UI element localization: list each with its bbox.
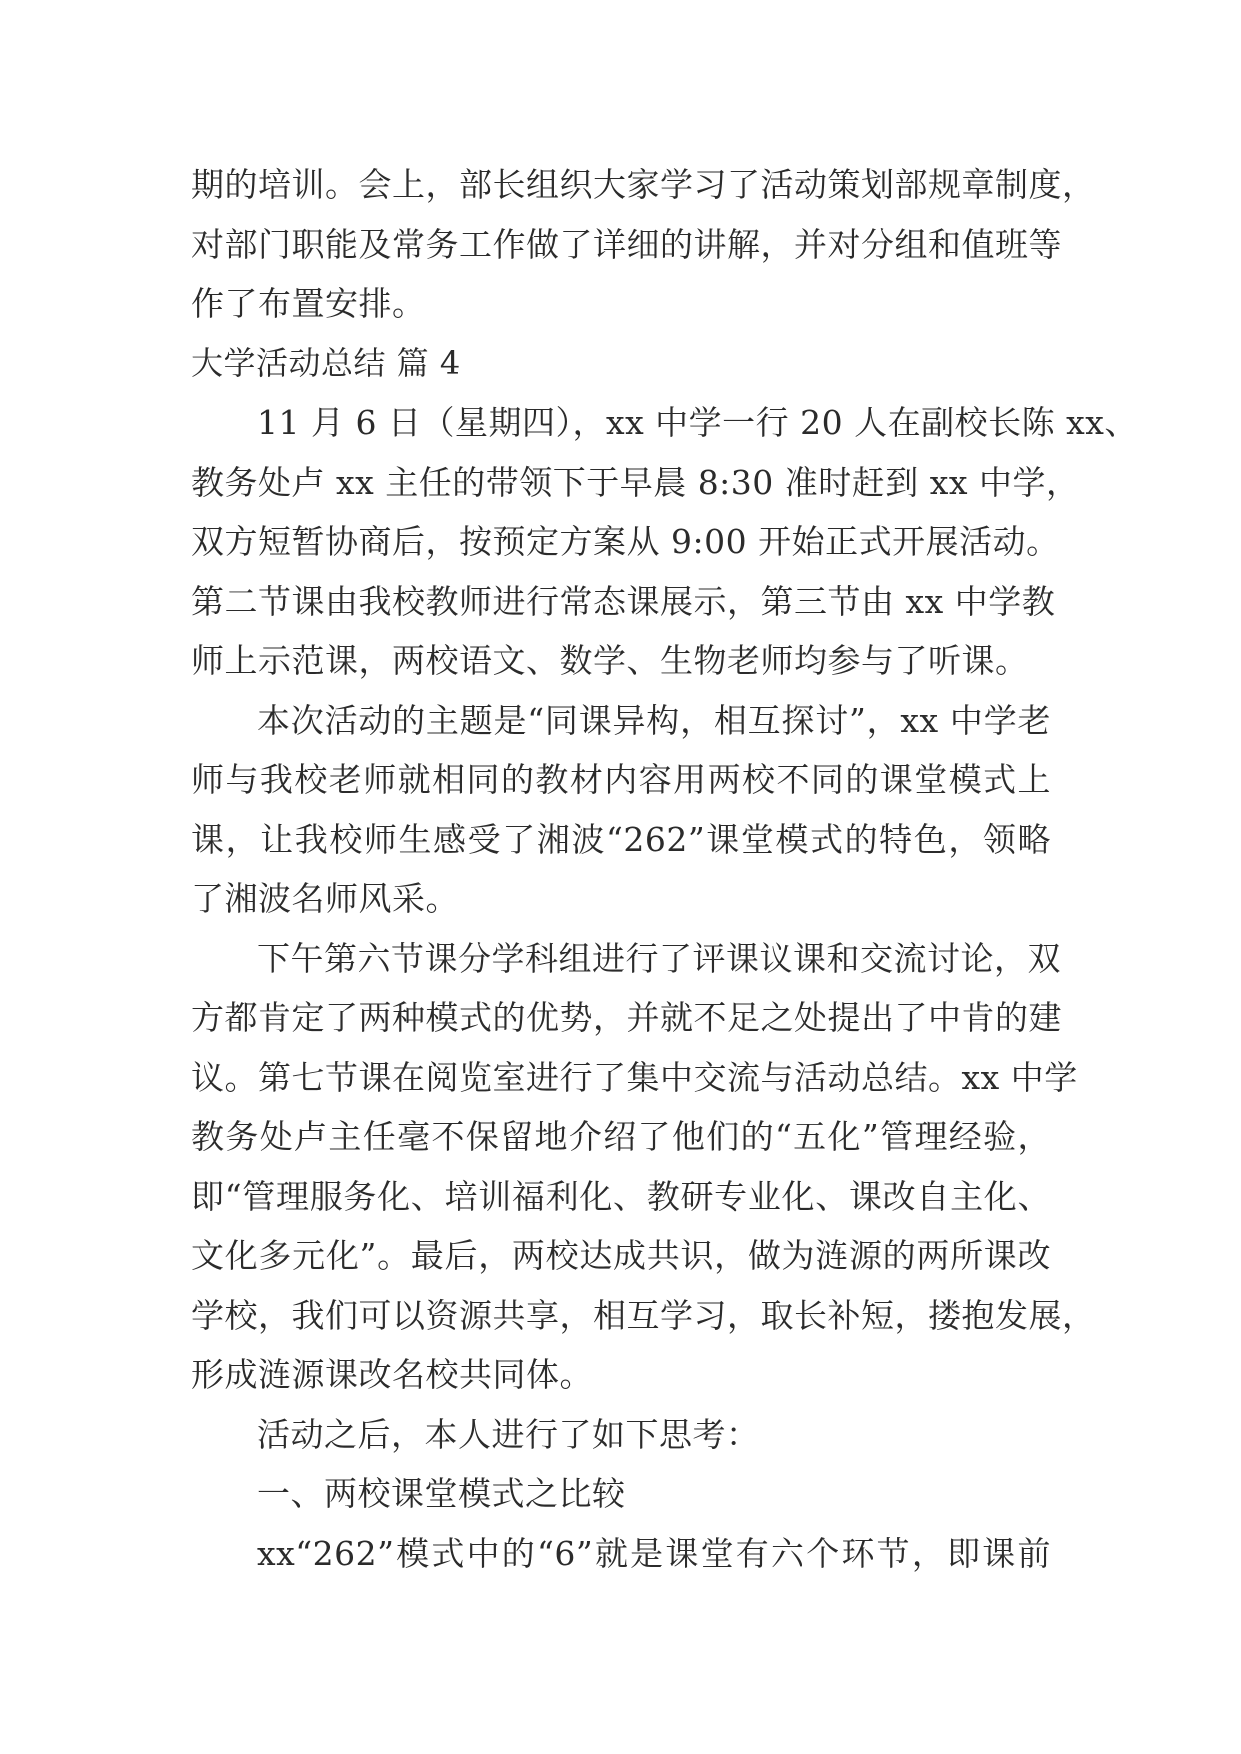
text-line: 本次活动的主题是“同课异构，相互探讨”，xx 中学老 xyxy=(257,700,1051,740)
text-line: 双方短暂协商后，按预定方案从 9:00 开始正式开展活动。 xyxy=(191,522,1060,561)
text-line: 师上示范课，两校语文、数学、生物老师均参与了听课。 xyxy=(191,641,1029,680)
text-line: 教务处卢主任毫不保留地介绍了他们的“五化”管理经验， xyxy=(191,1117,1051,1156)
section-heading: 大学活动总结 篇 4 xyxy=(191,343,461,382)
text-line: 11 月 6 日（星期四），xx 中学一行 20 人在副校长陈 xx、 xyxy=(257,403,1138,442)
text-line: 师与我校老师就相同的教材内容用两校不同的课堂模式上 xyxy=(191,760,1051,799)
text-line: xx“262”模式中的“6”就是课堂有六个环节，即课前 xyxy=(257,1533,1051,1573)
text-line: 议。第七节课在阅览室进行了集中交流与活动总结。xx 中学 xyxy=(191,1057,1078,1097)
text-line: 课，让我校师生感受了湘波“262”课堂模式的特色，领略 xyxy=(191,819,1051,859)
text-line: 活动之后，本人进行了如下思考： xyxy=(257,1414,760,1454)
text-line: 形成涟源课改名校共同体。 xyxy=(191,1355,593,1394)
document-page xyxy=(191,155,1138,1583)
text-line: 学校，我们可以资源共享，相互学习，取长补短，搂抱发展， xyxy=(191,1295,1096,1335)
text-line: 文化多元化”。最后，两校达成共识，做为涟源的两所课改 xyxy=(191,1236,1051,1275)
text-line: 作了布置安排。 xyxy=(191,284,426,323)
text-line: 期的培训。会上，部长组织大家学习了活动策划部规章制度， xyxy=(191,165,1096,204)
text-line: 即“管理服务化、培训福利化、教研专业化、课改自主化、 xyxy=(191,1176,1051,1216)
text-line: 下午第六节课分学科组进行了评课议课和交流讨论，双 xyxy=(257,938,1061,978)
text-line: 教务处卢 xx 主任的带领下于早晨 8:30 准时赶到 xx 中学， xyxy=(191,462,1080,502)
text-line: 第二节课由我校教师进行常态课展示，第三节由 xx 中学教 xyxy=(191,581,1056,621)
text-line: 对部门职能及常务工作做了详细的讲解，并对分组和值班等 xyxy=(191,224,1062,264)
text-line: 了湘波名师风采。 xyxy=(191,879,459,918)
text-line: 一、两校课堂模式之比较 xyxy=(257,1474,626,1513)
text-line: 方都肯定了两种模式的优势，并就不足之处提出了中肯的建 xyxy=(191,998,1062,1037)
